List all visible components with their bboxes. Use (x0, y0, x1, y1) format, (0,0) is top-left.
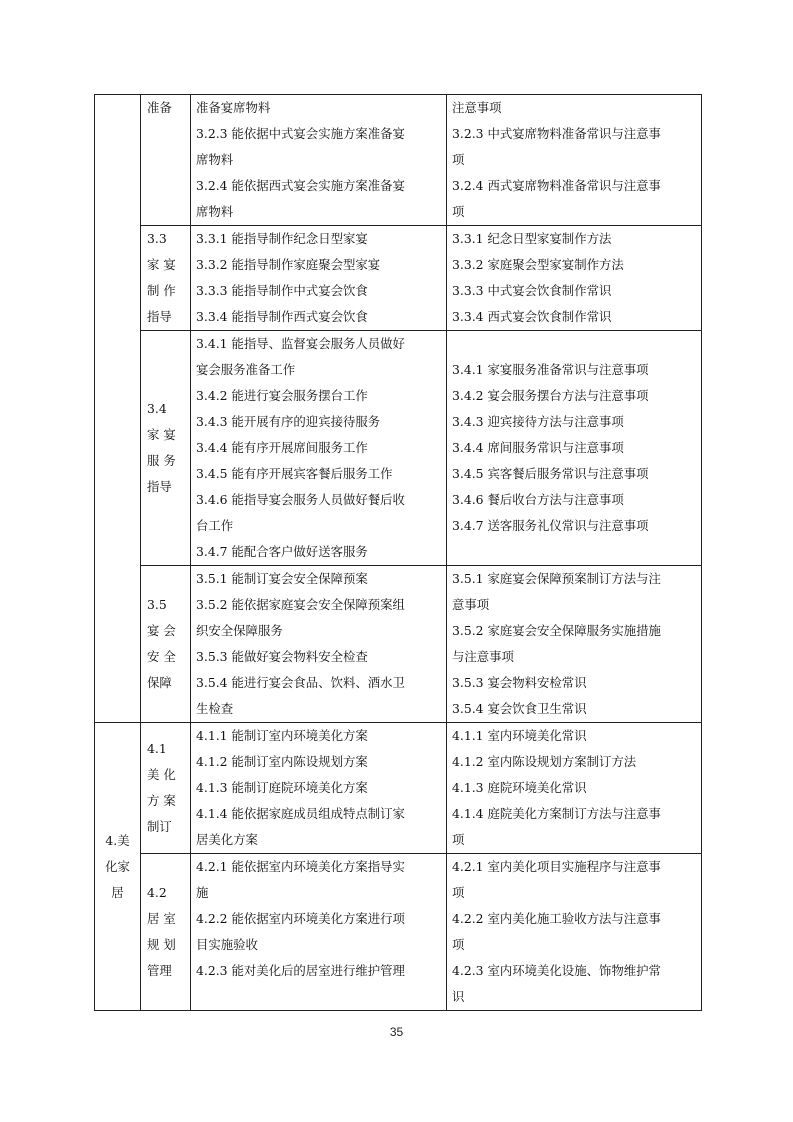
knowledge-line: 3.4.1 家宴服务准备常识与注意事项 (452, 362, 649, 377)
knowledge-line: 4.1.3 庭院环境美化常识 (452, 780, 587, 795)
table-row (95, 331, 702, 566)
section-label: 4.1 (147, 741, 167, 756)
knowledge-line: 3.5.1 家庭宴会保障预案制订方法与注 (452, 571, 661, 586)
section-label: 3.5 (147, 597, 167, 612)
knowledge-line: 项 (452, 152, 465, 167)
skill-line: 4.1.1 能制订室内环境美化方案 (196, 728, 368, 743)
skill-line: 席物料 (196, 152, 234, 167)
knowledge-line: 4.2.3 室内环境美化设施、饰物维护常 (452, 963, 661, 978)
section-label: 制订 (147, 819, 172, 834)
section-cell (141, 226, 191, 331)
skill-line: 3.5.2 能依据家庭宴会安全保障预案组 (196, 597, 405, 612)
knowledge-cell (447, 723, 702, 854)
knowledge-line: 3.2.4 西式宴席物料准备常识与注意事 (452, 178, 661, 193)
section-label: 安 全 (147, 649, 176, 664)
skill-line: 3.3.1 能指导制作纪念日型家宴 (196, 231, 368, 246)
section-label: 指导 (147, 479, 172, 494)
section-label: 3.4 (147, 401, 167, 416)
knowledge-line: 4.1.1 室内环境美化常识 (452, 728, 587, 743)
knowledge-line: 4.1.2 室内陈设规划方案制订方法 (452, 754, 637, 769)
section-cell (141, 854, 191, 1011)
section-label: 准备 (147, 100, 172, 115)
knowledge-line: 3.3.2 家庭聚会型家宴制作方法 (452, 257, 624, 272)
skill-line: 居美化方案 (196, 832, 258, 847)
table-row (95, 95, 702, 226)
knowledge-line: 3.4.4 席间服务常识与注意事项 (452, 440, 624, 455)
knowledge-line: 3.4.7 送客服务礼仪常识与注意事项 (452, 518, 649, 533)
knowledge-line: 3.5.4 宴会饮食卫生常识 (452, 701, 587, 716)
skill-line: 3.4.6 能指导宴会服务人员做好餐后收 (196, 492, 405, 507)
knowledge-line: 3.4.6 餐后收台方法与注意事项 (452, 492, 624, 507)
knowledge-line: 意事项 (452, 597, 490, 612)
skill-line: 3.4.7 能配合客户做好送客服务 (196, 544, 368, 559)
section-label: 4.2 (147, 885, 167, 900)
section-label: 家 宴 (147, 257, 176, 272)
knowledge-line: 项 (452, 204, 465, 219)
section-label: 管理 (147, 963, 172, 978)
knowledge-line: 3.4.5 宾客餐后服务常识与注意事项 (452, 466, 649, 481)
skill-line: 织安全保障服务 (196, 623, 283, 638)
section-label: 服 务 (147, 453, 176, 468)
section-cell (141, 566, 191, 723)
skill-line: 3.2.4 能依据西式宴会实施方案准备宴 (196, 178, 405, 193)
skill-line: 3.3.3 能指导制作中式宴会饮食 (196, 283, 368, 298)
skill-line: 生检查 (196, 701, 234, 716)
section-cell (141, 331, 191, 566)
skills-cell (191, 854, 447, 1011)
skills-cell (191, 566, 447, 723)
knowledge-line: 3.4.3 迎宾接待方法与注意事项 (452, 414, 624, 429)
skill-line: 3.5.4 能进行宴会食品、饮料、酒水卫 (196, 675, 405, 690)
knowledge-cell (447, 331, 702, 566)
table-row (95, 566, 702, 723)
section-cell (141, 95, 191, 226)
category-cell-continued (95, 95, 141, 723)
table-row (95, 226, 702, 331)
knowledge-line: 3.2.3 中式宴席物料准备常识与注意事 (452, 126, 661, 141)
category-label: 居 (111, 884, 124, 900)
knowledge-line: 4.2.2 室内美化施工验收方法与注意事 (452, 911, 661, 926)
skills-cell (191, 95, 447, 226)
skill-line: 3.5.1 能制订宴会安全保障预案 (196, 571, 368, 586)
section-label: 居 室 (147, 911, 176, 926)
section-label: 美 化 (147, 767, 176, 782)
table-row (95, 854, 702, 1011)
page-number: 35 (389, 1025, 404, 1039)
competency-table (94, 94, 702, 1011)
skill-line: 3.5.3 能做好宴会物料安全检查 (196, 649, 368, 664)
knowledge-line: 3.4.2 宴会服务摆台方法与注意事项 (452, 388, 649, 403)
knowledge-cell (447, 226, 702, 331)
skill-line: 目实施验收 (196, 937, 258, 952)
section-label: 家 宴 (147, 427, 176, 442)
knowledge-line: 项 (452, 885, 465, 900)
skill-line: 台工作 (196, 518, 234, 533)
section-label: 3.3 (147, 231, 167, 246)
knowledge-line: 与注意事项 (452, 649, 514, 664)
section-label: 规 划 (147, 937, 176, 952)
skill-line: 4.1.3 能制订庭院环境美化方案 (196, 780, 368, 795)
section-label: 制 作 (147, 283, 176, 298)
section-cell (141, 723, 191, 854)
knowledge-line: 3.3.4 西式宴会饮食制作常识 (452, 309, 612, 324)
skill-line: 3.4.1 能指导、监督宴会服务人员做好 (196, 336, 405, 351)
knowledge-line: 3.5.3 宴会物料安检常识 (452, 675, 587, 690)
knowledge-cell (447, 566, 702, 723)
skill-line: 3.4.2 能进行宴会服务摆台工作 (196, 388, 368, 403)
knowledge-line: 4.1.4 庭院美化方案制订方法与注意事 (452, 806, 661, 821)
skill-line: 3.4.5 能有序开展宾客餐后服务工作 (196, 466, 393, 481)
knowledge-line: 识 (452, 989, 465, 1004)
section-label: 方 案 (147, 793, 176, 808)
knowledge-line: 项 (452, 832, 465, 847)
category-label: 4.美 (105, 832, 130, 848)
skill-line: 4.2.2 能依据室内环境美化方案进行项 (196, 911, 405, 926)
section-label: 保障 (147, 675, 172, 690)
knowledge-cell (447, 95, 702, 226)
skill-line: 4.2.3 能对美化后的居室进行维护管理 (196, 963, 405, 978)
category-cell (95, 723, 141, 1011)
skill-line: 3.4.4 能有序开展席间服务工作 (196, 440, 368, 455)
knowledge-line: 3.3.1 纪念日型家宴制作方法 (452, 231, 612, 246)
skill-line: 3.2.3 能依据中式宴会实施方案准备宴 (196, 126, 405, 141)
knowledge-line: 3.3.3 中式宴会饮食制作常识 (452, 283, 612, 298)
skill-line: 4.1.2 能制订室内陈设规划方案 (196, 754, 368, 769)
category-label: 化家 (105, 858, 130, 874)
table-row (95, 723, 702, 854)
skill-line: 4.1.4 能依据家庭成员组成特点制订家 (196, 806, 405, 821)
knowledge-line: 项 (452, 937, 465, 952)
skills-cell (191, 331, 447, 566)
skill-line: 3.3.4 能指导制作西式宴会饮食 (196, 309, 368, 324)
skills-cell (191, 723, 447, 854)
skill-line: 施 (196, 885, 209, 900)
skill-line: 3.3.2 能指导制作家庭聚会型家宴 (196, 257, 381, 272)
skill-line: 宴会服务准备工作 (196, 362, 296, 377)
knowledge-line: 4.2.1 室内美化项目实施程序与注意事 (452, 859, 661, 874)
knowledge-line: 注意事项 (452, 100, 502, 115)
skill-line: 席物料 (196, 204, 234, 219)
section-label: 指导 (147, 309, 172, 324)
skill-line: 3.4.3 能开展有序的迎宾接待服务 (196, 414, 381, 429)
knowledge-cell (447, 854, 702, 1011)
skill-line: 4.2.1 能依据室内环境美化方案指导实 (196, 859, 405, 874)
skill-line: 准备宴席物料 (196, 100, 271, 115)
section-label: 宴 会 (147, 623, 176, 638)
knowledge-line: 3.5.2 家庭宴会安全保障服务实施措施 (452, 623, 661, 638)
skills-cell (191, 226, 447, 331)
